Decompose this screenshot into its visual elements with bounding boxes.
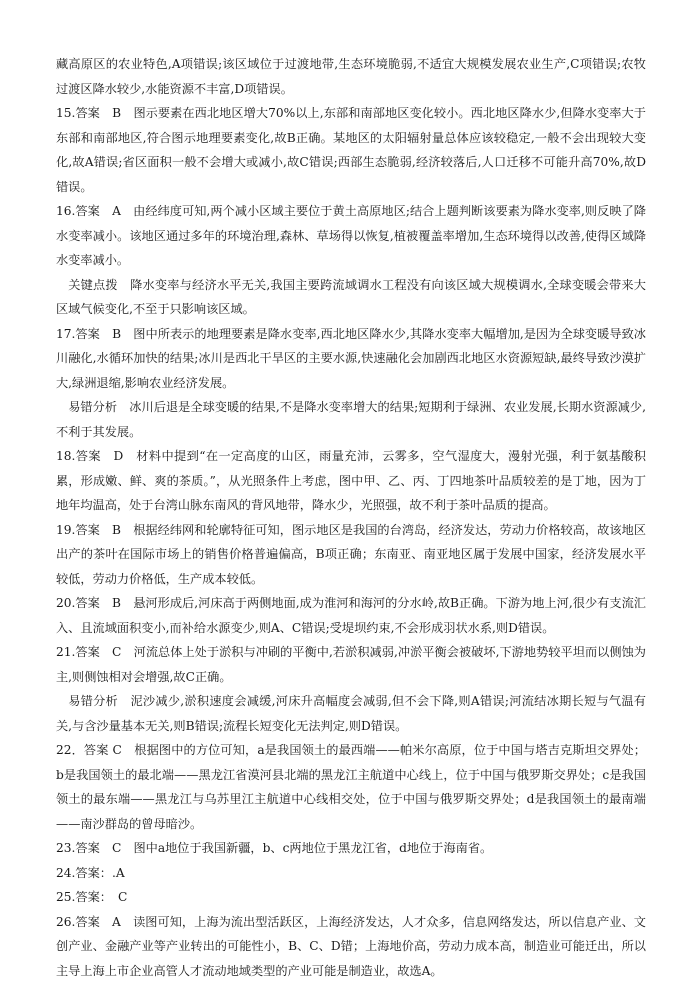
tip-paragraph: 关键点拨 降水变率与经济水平无关,我国主要跨流域调水工程没有向该区域大规模调水,全球变暖会带来大区域气候变化,不至于只影响该区域。 <box>56 277 646 316</box>
answer-paragraph: 16.答案 A 由经纬度可知,两个减小区域主要位于黄土高原地区;结合上题判断该要素为降水变率,则反映了降水变率减小。该地区通过多年的环境治理,森林、草场得以恢复,植被覆盖率增加,生态环境得以改善,使得区域降水变率减小。 <box>56 204 646 267</box>
answer-paragraph: 21.答案 C 河流总体上处于淤积与冲刷的平衡中,若淤积减弱,冲淤平衡会被破坏,下游地势较平坦而以侧蚀为主,则侧蚀相对会增强,故C正确。 <box>56 645 646 684</box>
tip-paragraph: 易错分析 泥沙减少,淤积速度会减缓,河床升高幅度会减弱,但不会下降,则A错误;河流结冰期长短与气温有关,与含沙量基本无关,则B错误;流程长短变化无法判定,则D错误。 <box>56 694 646 733</box>
answer-paragraph: 19.答案 B 根据经纬网和轮廓特征可知，图示地区是我国的台湾岛，经济发达，劳动力价格较高，故该地区出产的茶叶在国际市场上的销售价格普遍偏高，B项正确；东南亚、南亚地区属于发展中国家，经济发展水平较低，劳动力价格低，生产成本较低。 <box>56 522 646 586</box>
answer-paragraph: 17.答案 B 图中所表示的地理要素是降水变率,西北地区降水少,其降水变率大幅增加,是因为全球变暖导致冰川融化,水循环加快的结果;冰川是西北干旱区的主要水源,快速融化会加剧西北地区水资源短缺,最终导致沙漠扩大,绿洲退缩,影响农业经济发展。 <box>56 326 646 390</box>
answer-paragraph: 23.答案 C 图中a地位于我国新疆，b、c两地位于黑龙江省，d地位于海南省。 <box>56 841 493 855</box>
answer-paragraph: 25.答案： C <box>56 890 128 904</box>
answer-paragraph: 15.答案 B 图示要素在西北地区增大70%以上,东部和南部地区变化较小。西北地区降水少,但降水变率大于东部和南部地区,符合图示地理要素变化,故B正确。某地区的太阳辐射量总体应该较稳定,一般不会出现较大变化,故A错误;省区面积一般不会增大或减小,故C错误;西部生态脆弱,经济较落后,人口迁移不可能升高70%,故D错误。 <box>56 106 646 194</box>
answer-paragraph: 20.答案 B 悬河形成后,河床高于两侧地面,成为淮河和海河的分水岭,故B正确。下游为地上河,很少有支流汇入、且流域面积变小,而补给水源变少,则A、C错误;受堤坝约束,不会形成羽状水系,则D错误。 <box>56 596 646 635</box>
answer-paragraph: 26.答案 A 读图可知，上海为流出型活跃区，上海经济发达，人才众多，信息网络发达，所以信息产业、文创产业、金融产业等产业转出的可能性小，B、C、D错；上海地价高，劳动力成本高，制造业可能迁出，所以主导上海上市企业高管人才流动地域类型的产业可能是制造业，故选A。 <box>56 914 646 978</box>
answer-paragraph: 24.答案：.A <box>56 865 125 880</box>
answer-page <box>56 52 646 983</box>
tip-paragraph: 易错分析 冰川后退是全球变暖的结果,不是降水变率增大的结果;短期利于绿洲、农业发展,长期水资源减少,不利于其发展。 <box>56 400 646 439</box>
answer-paragraph: 22．答案 C 根据图中的方位可知，a是我国领土的最西端——帕米尔高原，位于中国与塔吉克斯坦交界处；b是我国领土的最北端——黑龙江省漠河县北端的黑龙江主航道中心线上，位于中国与俄罗斯交界处；c是我国领土的最东端——黑龙江与乌苏里江主航道中心线相交处，位于中国与俄罗斯交界处；d是我国领土的最南端——南沙群岛的曾母暗沙。 <box>56 743 646 831</box>
answer-paragraph: 藏高原区的农业特色,A项错误;该区域位于过渡地带,生态环境脆弱,不适宜大规模发展农业生产,C项错误;农牧过渡区降水较少,水能资源不丰富,D项错误。 <box>56 57 646 96</box>
answer-paragraph: 18.答案 D 材料中提到“在一定高度的山区，雨量充沛，云雾多，空气湿度大，漫射光强，利于氨基酸积累，形成嫩、鲜、爽的茶质。”，从光照条件上考虑，图中甲、乙、丙、丁四地茶叶品质较差的是丁地，因为丁地年均温高，处于台湾山脉东南风的背风地带，降水少，光照强，故不利于茶叶品质的提高。 <box>56 449 646 512</box>
